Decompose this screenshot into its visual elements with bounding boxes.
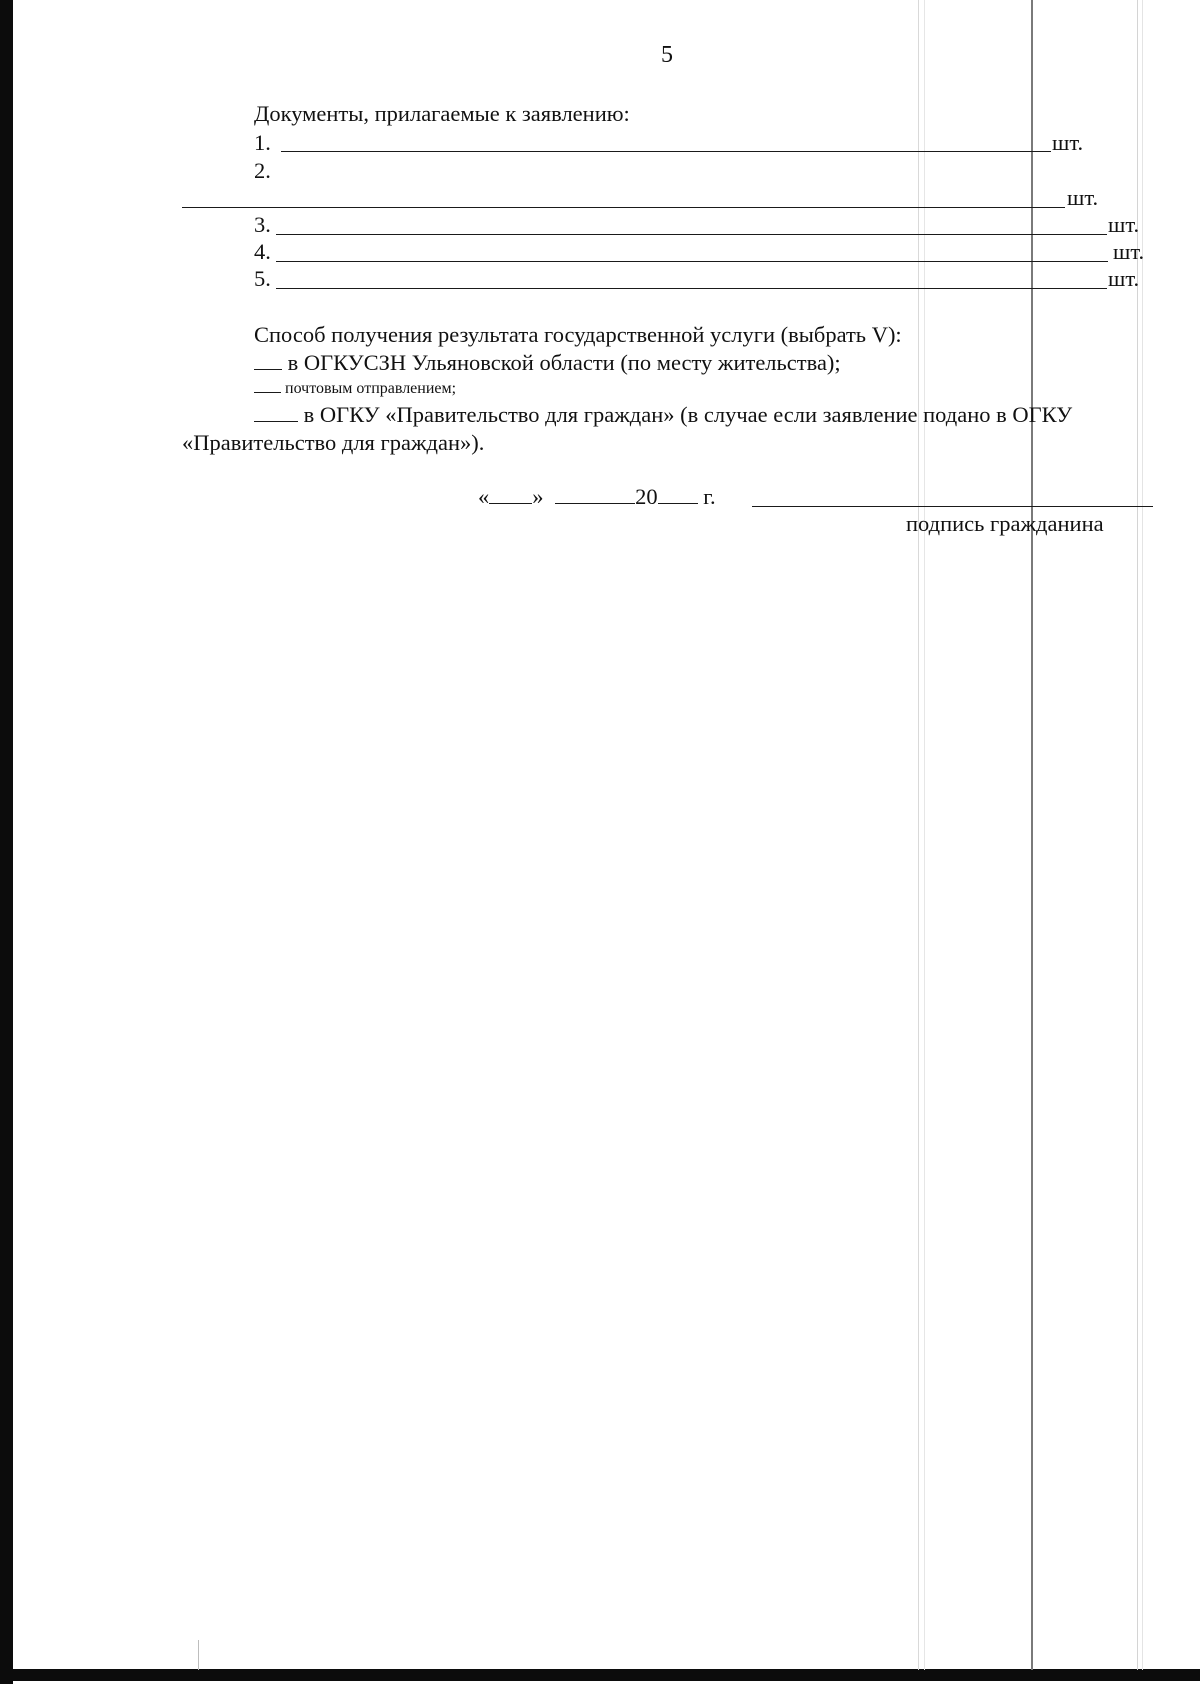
receipt-option-1-label: в ОГКУСЗН Ульяновской области (по месту жительства); (287, 350, 841, 375)
scan-fold-line (1031, 0, 1033, 1670)
document-item-number: 2. (254, 158, 271, 183)
date-year-suffix: г. (703, 484, 716, 509)
signature-field[interactable] (752, 506, 1153, 507)
scan-fold-line (198, 1640, 199, 1670)
signature-caption: подпись гражданина (906, 511, 1104, 536)
document-item-1-field[interactable] (281, 151, 1051, 152)
receipt-option-2-label: почтовым отправлением; (285, 380, 457, 397)
receipt-option-3-label: в ОГКУ «Правительство для граждан» (в случае если заявление подано в ОГКУ (303, 402, 1073, 427)
document-item-number: 4. (254, 239, 271, 264)
date-year-field[interactable] (658, 484, 698, 504)
receipt-option-government-continuation: «Правительство для граждан»). (182, 430, 485, 455)
document-item-number: 1. (254, 130, 271, 155)
receipt-option-ogkuszn (254, 350, 841, 376)
receipt-option-1-checkbox[interactable] (254, 350, 282, 370)
scan-fold-line (918, 0, 919, 1670)
date-day-field[interactable] (489, 484, 532, 504)
scan-border-bottom (0, 1669, 1200, 1681)
date-line (478, 484, 716, 510)
date-year-prefix: 20 (635, 484, 658, 509)
receipt-option-mail (254, 378, 456, 399)
document-item-unit: шт. (1052, 130, 1084, 155)
date-close-quote: » (532, 484, 544, 509)
receipt-option-2-checkbox[interactable] (254, 378, 281, 393)
date-open-quote: « (478, 484, 490, 509)
document-item-2-field[interactable] (182, 207, 1065, 208)
document-item-unit: шт. (1067, 185, 1099, 210)
receipt-heading: Способ получения результата государственной услуги (выбрать V): (254, 322, 902, 347)
document-item-number: 3. (254, 212, 271, 237)
document-item-unit: шт. (1113, 239, 1145, 264)
scan-fold-line (924, 0, 925, 1670)
documents-heading: Документы, прилагаемые к заявлению: (254, 101, 630, 126)
receipt-option-government (254, 402, 1072, 428)
document-item-3-field[interactable] (276, 234, 1107, 235)
document-item-number: 5. (254, 266, 271, 291)
document-item-unit: шт. (1108, 266, 1140, 291)
document-item-4-field[interactable] (276, 261, 1108, 262)
scan-border-left (0, 0, 13, 1684)
document-item-unit: шт. (1108, 212, 1140, 237)
receipt-option-3-checkbox[interactable] (254, 402, 298, 422)
page-number: 5 (661, 42, 673, 68)
document-item-5-field[interactable] (276, 288, 1107, 289)
date-month-field[interactable] (555, 484, 635, 504)
